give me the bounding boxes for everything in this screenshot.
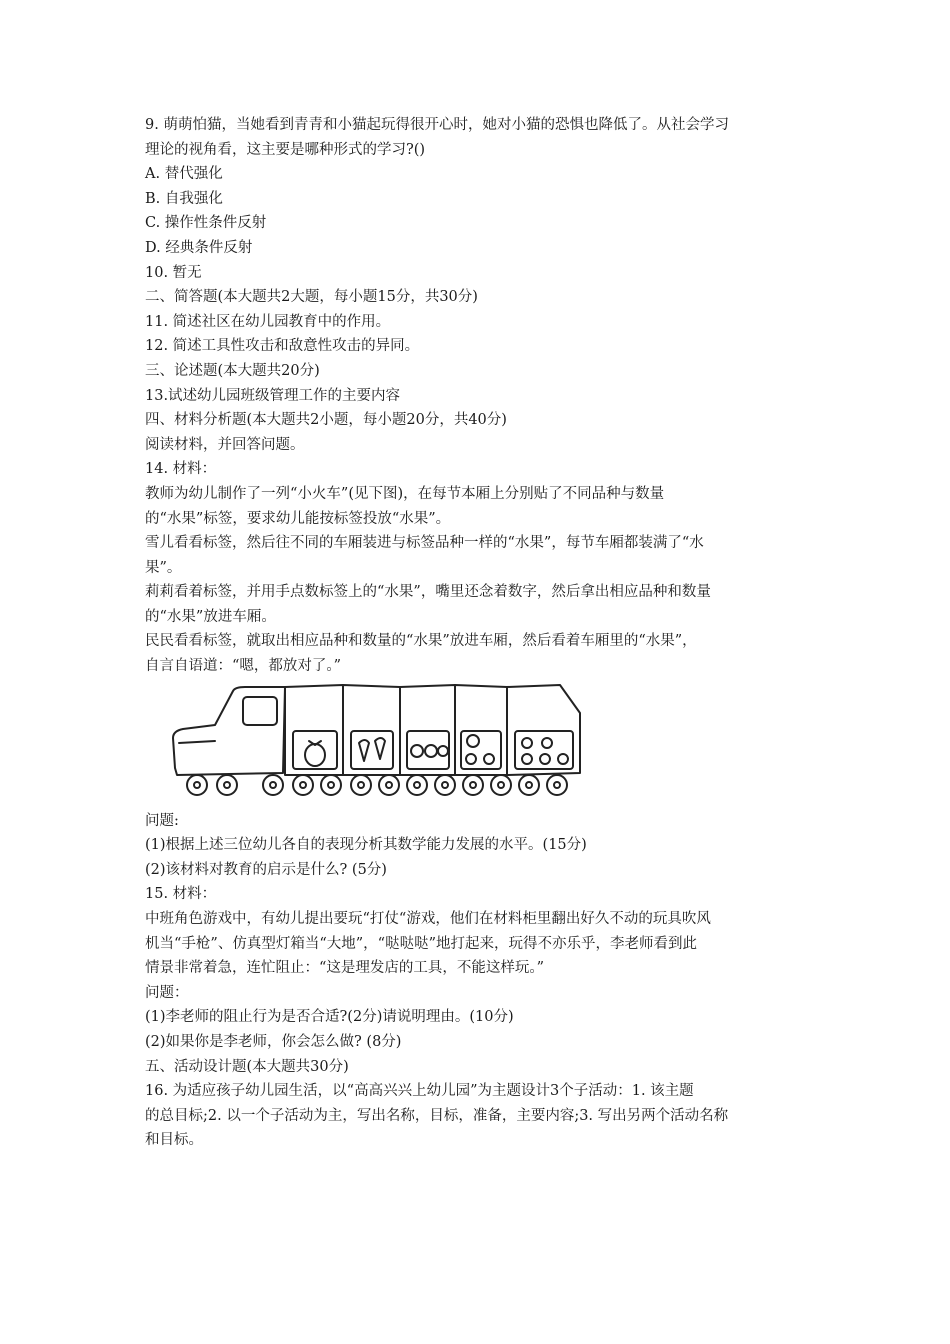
option-a: A. 替代强化 xyxy=(145,166,223,183)
material-15-line-2: 机当“手枪”、仿真型灯箱当“大地”，“哒哒哒”地打起来，玩得不亦乐乎，李老师看到此 xyxy=(145,935,697,952)
material-15-line-3: 情景非常着急，连忙阻止：“这是理发店的工具，不能这样玩。” xyxy=(145,960,545,977)
material-14-line-4: 果”。 xyxy=(145,559,182,576)
question-14-asks: 问题: xyxy=(145,812,179,829)
material-14-line-7: 民民看看标签，就取出相应品种和数量的“水果”放进车厢，然后看着车厢里的“水果”， xyxy=(145,633,697,650)
option-b: B. 自我强化 xyxy=(145,190,223,207)
question-9-line-1: 9. 萌萌怕猫，当她看到青青和小猫起玩得很开心时，她对小猫的恐惧也降低了。从社会学习 xyxy=(145,117,729,133)
material-14-line-3: 雪儿看看标签，然后往不同的车厢装进与标签品种一样的“水果”，每节车厢都装满了“水 xyxy=(145,535,704,552)
question-15-asks: 问题： xyxy=(145,984,189,1001)
exam-page xyxy=(145,113,810,1153)
material-14-line-5: 莉莉看着标签，并用手点数标签上的“水果”，嘴里还念着数字，然后拿出相应品种和数量 xyxy=(145,584,711,601)
question-13: 13.试述幼儿园班级管理工作的主要内容 xyxy=(145,387,401,404)
question-16-line-1: 16. 为适应孩子幼儿园生活，以“高高兴兴上幼儿园”为主题设计3个子活动：1. 该主题 xyxy=(145,1083,694,1100)
question-15: 15. 材料： xyxy=(145,886,217,903)
question-15-ask-2: (2)如果你是李老师，你会怎么做? (8分) xyxy=(145,1034,402,1050)
question-16-line-3: 和目标。 xyxy=(145,1132,203,1149)
section-5-heading: 五、活动设计题(本大题共30分) xyxy=(145,1058,349,1075)
question-15-ask-1: (1)李老师的阻止行为是否合适?(2分)请说明理由。(10分) xyxy=(145,1009,514,1026)
question-14: 14. 材料： xyxy=(145,461,217,478)
section-3-heading: 三、论述题(本大题共20分) xyxy=(145,362,320,379)
section-4-heading: 四、材料分析题(本大题共2小题，每小题20分，共40分) xyxy=(145,412,507,429)
material-14-line-1: 教师为幼儿制作了一列“小火车”(见下图)，在每节本厢上分别贴了不同品种与数量 xyxy=(145,485,665,502)
question-16-line-2: 的总目标;2. 以一个子活动为主，写出名称，目标，准备，主要内容;3. 写出另两个活动名称 xyxy=(145,1107,729,1124)
section-2-heading: 二、简答题(本大题共2大题，每小题15分，共30分) xyxy=(145,289,478,306)
material-14-line-2: 的“水果”标签，要求幼儿能按标签投放“水果”。 xyxy=(145,510,451,527)
question-9-line-2: 理论的视角看，这主要是哪种形式的学习?() xyxy=(145,141,426,158)
question-11: 11. 简述社区在幼儿园教育中的作用。 xyxy=(145,313,391,330)
option-c: C. 操作性条件反射 xyxy=(145,215,267,232)
question-12: 12. 简述工具性攻击和敌意性攻击的异同。 xyxy=(145,338,420,355)
question-10: 10. 暂无 xyxy=(145,264,202,281)
question-14-ask-2: (2)该材料对教育的启示是什么? (5分) xyxy=(145,861,387,878)
material-14-line-8: 自言自语道：“嗯，都放对了。” xyxy=(145,658,342,675)
read-instruction: 阅读材料，并回答问题。 xyxy=(145,436,305,453)
material-14-line-6: 的“水果”放进车厢。 xyxy=(145,608,276,625)
material-15-line-1: 中班角色游戏中，有幼儿提出要玩“打仗“游戏，他们在材料柜里翻出好久不动的玩具吹风 xyxy=(145,911,711,928)
question-14-ask-1: (1)根据上述三位幼儿各自的表现分析其数学能力发展的水平。(15分) xyxy=(145,837,587,854)
toy-train-illustration xyxy=(155,683,595,803)
option-d: D. 经典条件反射 xyxy=(145,239,253,256)
